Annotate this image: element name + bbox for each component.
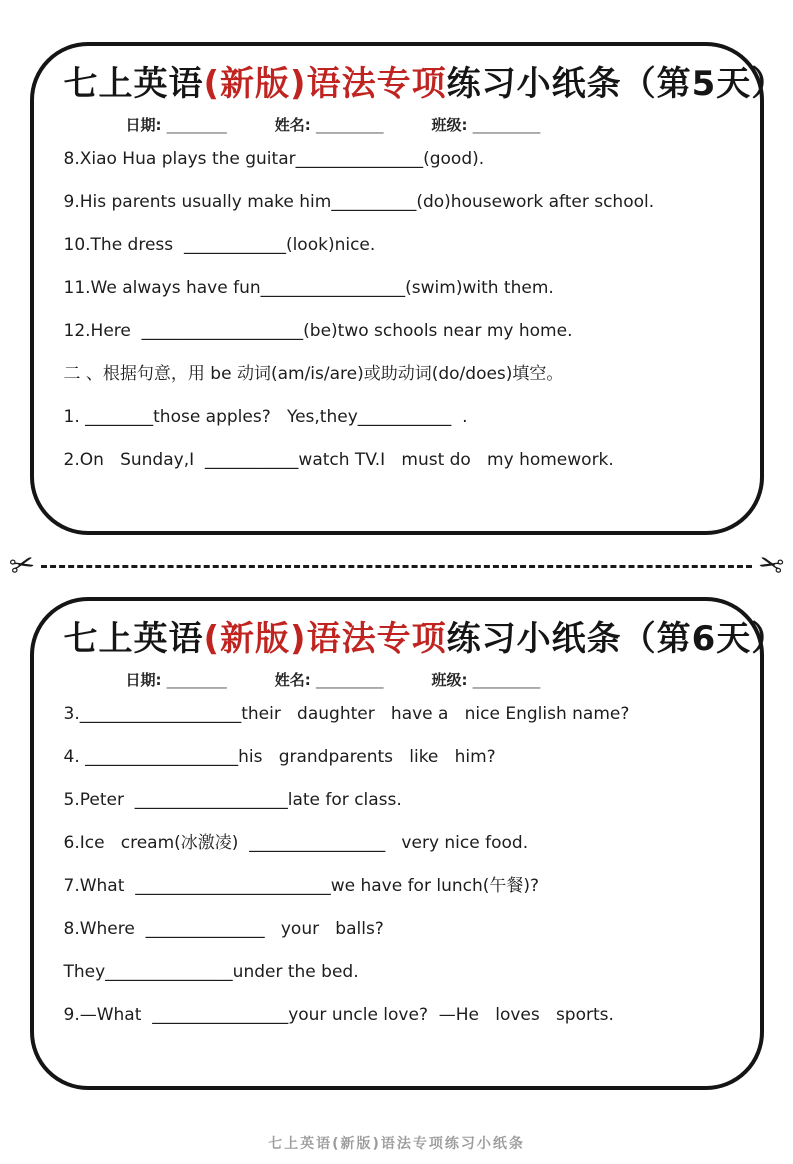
question-line: 10.The dress ____________(look)nice.: [63, 235, 376, 256]
question-line: 4. __________________his grandparents like him?: [63, 747, 496, 768]
date-blank: ________: [166, 671, 227, 690]
question-line: 3.___________________their daughter have a nice English name?: [63, 704, 630, 725]
title-highlight: (新版)语法专项: [203, 619, 447, 659]
class-blank: _________: [472, 116, 541, 135]
name-field: [275, 114, 384, 135]
class-field: [431, 669, 540, 690]
question-line: 9.—What ________________your uncle love? —He loves sports.: [63, 1005, 614, 1026]
class-label: 班级:: [431, 671, 468, 690]
question-line: 1. ________those apples? Yes,they___________ .: [63, 407, 468, 428]
title-prefix: 七上英语: [63, 64, 204, 104]
worksheet-page: [0, 42, 793, 1164]
title-suffix: 练习小纸条（第5天）: [446, 64, 787, 104]
cutoff-footer-text: 七上英语(新版)语法专项练习小纸条: [268, 1136, 525, 1152]
question-line: 2.On Sunday,I ___________watch TV.I must do my homework.: [63, 450, 614, 471]
section-heading: 二 、根据句意，用 be 动词(am/is/are)或助动词(do/does)填空。: [63, 364, 564, 385]
name-label: 姓名:: [274, 671, 311, 690]
question-line: 8.Xiao Hua plays the guitar_______________(good).: [63, 149, 485, 170]
slip-day5-fields: [126, 114, 734, 135]
date-label: 日期:: [125, 671, 162, 690]
date-blank: ________: [166, 116, 227, 135]
slip-day5-questions: [64, 149, 734, 471]
question-line: 12.Here ___________________(be)two schools near my home.: [63, 321, 573, 342]
slip-day6-fields: [126, 669, 734, 690]
class-label: 班级:: [431, 116, 468, 135]
class-field: [431, 114, 540, 135]
question-line: 7.What _______________________we have for lunch(午餐)?: [63, 876, 540, 897]
slip-day6-title: [63, 617, 787, 661]
slip-day5-title: [63, 62, 787, 106]
scissors-icon: ✂: [754, 545, 787, 586]
name-blank: _________: [315, 671, 384, 690]
question-line: 6.Ice cream(冰激凌) ________________ very nice food.: [63, 833, 529, 854]
class-blank: _________: [472, 671, 541, 690]
question-line: 8.Where ______________ your balls?: [63, 919, 384, 940]
cut-divider: [0, 535, 793, 597]
date-field: [126, 669, 227, 690]
title-prefix: 七上英语: [63, 619, 204, 659]
title-highlight: (新版)语法专项: [203, 64, 447, 104]
name-field: [275, 669, 384, 690]
slip-day6-questions: [64, 704, 734, 1026]
slip-day6: [30, 597, 787, 1090]
question-line: 11.We always have fun_________________(swim)with them.: [63, 278, 554, 299]
name-label: 姓名:: [274, 116, 311, 135]
question-line: They_______________under the bed.: [63, 962, 359, 983]
dashed-cut-line: [41, 565, 752, 568]
slip-day5: [30, 42, 787, 535]
title-suffix: 练习小纸条（第6天）: [446, 619, 787, 659]
date-label: 日期:: [125, 116, 162, 135]
scissors-icon: ✂: [6, 545, 39, 586]
question-line: 9.His parents usually make him__________(do)housework after school.: [63, 192, 655, 213]
name-blank: _________: [315, 116, 384, 135]
question-line: 5.Peter __________________late for class.: [63, 790, 402, 811]
date-field: [126, 114, 227, 135]
